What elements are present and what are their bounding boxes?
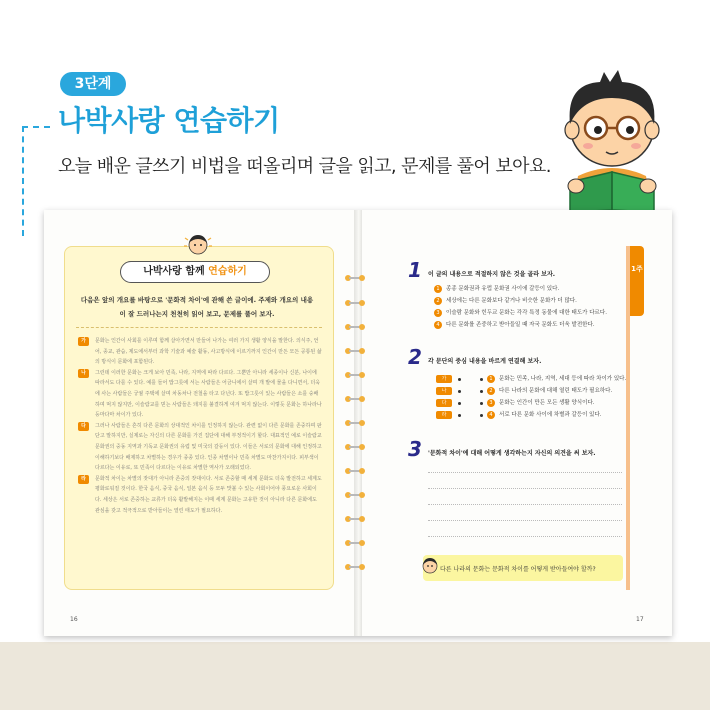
question-text: 이 글의 내용으로 적절하지 않은 것을 골라 보자. bbox=[428, 271, 556, 278]
answer-line[interactable] bbox=[428, 472, 622, 473]
reading-passage bbox=[78, 336, 322, 516]
match-dot[interactable] bbox=[458, 402, 461, 405]
answer-line[interactable] bbox=[428, 488, 622, 489]
binder-ring bbox=[345, 300, 365, 306]
match-dot[interactable] bbox=[480, 414, 483, 417]
paragraph-marker: 라 bbox=[78, 475, 89, 484]
question-number: 2 bbox=[408, 345, 422, 369]
dashed-guide-vertical bbox=[22, 126, 24, 236]
paragraph-marker: 다 bbox=[78, 422, 89, 431]
binder-ring bbox=[345, 492, 365, 498]
paragraph-marker: 가 bbox=[78, 337, 89, 346]
match-dot[interactable] bbox=[458, 390, 461, 393]
binder-ring bbox=[345, 324, 365, 330]
binder-ring bbox=[345, 275, 365, 281]
match-option: 1 문화는 민족, 나라, 지역, 세대 등에 따라 차이가 있다. bbox=[487, 374, 626, 384]
page-subtitle: 오늘 배운 글쓰기 비법을 떠올리며 글을 읽고, 문제를 풀어 보아요. bbox=[58, 156, 551, 177]
boy-face-icon bbox=[421, 556, 439, 574]
binder-ring bbox=[345, 372, 365, 378]
boy-reading-illustration bbox=[548, 64, 676, 212]
background-band bbox=[0, 642, 710, 710]
paragraph-label: 가 bbox=[436, 375, 452, 383]
paragraph-label: 라 bbox=[436, 411, 452, 419]
paragraph bbox=[78, 474, 322, 516]
paragraph bbox=[78, 421, 322, 474]
divider bbox=[76, 327, 322, 328]
paragraph-text: 그러나 사람들은 흔히 다른 문화의 상대적인 차이를 인정하지 않는다. 관련 없이 다른 문화를 존중하며 판단고 말하지만, 실제로는 자신의 다른 문화를 가진 집단에 대해 부정적이기 할다. 대표적인 예로 이슬람교 문화권의 중동 지역과 기독교 문화권의 유럽 및 미국의 갈등이 있다. 이들은 서로의 문화에 대해 인정하고 이해하기보다 배제하고 차별하는 경우가 종종 있다. 인종 차별이나 민족 차별도 마찬가지이다. 피부색이 다르다는 이유로, 또 민족이 다르다는 이유로 차별한 역사가 오래되었다. bbox=[95, 422, 322, 472]
paragraph-text: 문화적 차이는 차별의 잣대가 아니라 존중의 잣대이다. 서로 존중할 때 세계 문화도 더욱 발전하고 세계도 평화로워질 것이다. 한국 음식, 중국 음식, 일본 음식 등 모두 맛볼 수 있는 사회이어야 풍요로운 사회이다. 세상은 서로 존중하는 교류가 더욱 활발해지는 이때 세계 문화는 고유한 것이 아니라 다른 문화에도 관심을 갖고 적극적으로 받아들이는 열린 태도가 필요하다. bbox=[95, 475, 322, 514]
binder-ring bbox=[345, 396, 365, 402]
binder-ring bbox=[345, 564, 365, 570]
paragraph-text: 문화는 인간이 사회를 이루며 함께 살아가면서 만들어 나가는 여러 가지 생활 양식을 말한다. 의식주, 언어, 종교, 관습, 제도에서부터 과학 기술과 예술 활동, 사고방식에 이르기까지 인간이 만든 모든 공통된 삶의 방식이 문화에 포함된다. bbox=[95, 338, 322, 366]
stage-badge: 3단계 bbox=[60, 72, 126, 96]
paragraph-label: 나 bbox=[436, 387, 452, 395]
paragraph bbox=[78, 336, 322, 368]
boy-face-icon bbox=[183, 232, 213, 256]
page-number-left: 16 bbox=[70, 616, 78, 623]
answer-option[interactable]: 2 세상에는 다른 문화보다 같거나 비슷한 문화가 더 많다. bbox=[434, 296, 577, 306]
page-title: 나박사랑 연습하기 bbox=[58, 104, 280, 137]
match-dot[interactable] bbox=[480, 402, 483, 405]
binder-ring bbox=[345, 348, 365, 354]
paragraph-label: 다 bbox=[436, 399, 452, 407]
match-option: 4 서로 다른 문화 사이에 차별과 갈등이 있다. bbox=[487, 410, 602, 420]
match-option: 2 다른 나라의 문화에 대해 열린 태도가 필요하다. bbox=[487, 386, 612, 396]
match-dot[interactable] bbox=[480, 390, 483, 393]
reading-heading: 나박사랑 함께 연습하기 bbox=[120, 261, 270, 283]
answer-option[interactable]: 3 이슬람 문화와 힌두교 문화는 각각 특정 동물에 대한 태도가 다르다. bbox=[434, 308, 607, 318]
answer-option[interactable]: 4 다른 문화를 존중하고 받아들일 때 자국 문화도 더욱 발전한다. bbox=[434, 320, 595, 330]
answer-line[interactable] bbox=[428, 504, 622, 505]
binder-ring bbox=[345, 516, 365, 522]
question-number: 1 bbox=[408, 258, 422, 282]
paragraph-marker: 나 bbox=[78, 369, 89, 378]
match-dot[interactable] bbox=[480, 378, 483, 381]
answer-line[interactable] bbox=[428, 520, 622, 521]
binder-ring bbox=[345, 420, 365, 426]
page-number-right: 17 bbox=[636, 616, 644, 623]
hint-text: 다른 나라의 문화는 문화적 차이를 어떻게 받아들여야 할까? bbox=[440, 566, 596, 573]
reading-intro: 다음은 앞의 개요를 바탕으로 '문화적 차이'에 관해 쓴 글이에. 주제와 개요의 내용이 잘 드러나는지 천천히 읽어 보고, 문제를 풀어 보자. bbox=[80, 296, 314, 318]
binder-ring bbox=[345, 540, 365, 546]
dashed-guide-horizontal bbox=[22, 126, 50, 128]
week-tab: 1주 bbox=[630, 246, 644, 316]
match-dot[interactable] bbox=[458, 414, 461, 417]
answer-line[interactable] bbox=[428, 536, 622, 537]
question-number: 3 bbox=[408, 437, 422, 461]
binder-ring bbox=[345, 468, 365, 474]
paragraph bbox=[78, 368, 322, 421]
binder-ring bbox=[345, 444, 365, 450]
match-option: 3 문화는 인간이 만든 모든 생활 양식이다. bbox=[487, 398, 595, 408]
answer-option[interactable]: 1 종종 문화권과 유럽 문화권 사이에 갈등이 있다. bbox=[434, 284, 559, 294]
paragraph-text: 그런데 이러한 문화는 크게 보아 민족, 나라, 지역에 따라 다르다. 그뿐만 아니라 세종이나 신분, 나이에 따라서도 다를 수 있다. 예를 들어 밥그릇에 서는 사람들은 어금니에서 살며 개 발에 물을 다니면서, 더욱에 사는 사람들은 궁궐 주택에 살며 차동차나 전철을 타고 다닌다. 또 밥그릇이 있는 사람들은 소를 숭배하며 먹지 않지만, 이슬람교를 믿는 사람들은 돼지를 불결하게 여겨 먹지 않는다. 이렇듯 문화는 하나라나 등마다마 차이가 있다. bbox=[95, 369, 322, 419]
question-text: 각 문단의 중심 내용을 바르게 연결해 보자. bbox=[428, 358, 542, 365]
match-dot[interactable] bbox=[458, 378, 461, 381]
question-text: '문화적 차이'에 대해 어떻게 생각하는지 자신의 의견을 써 보자. bbox=[428, 450, 596, 457]
